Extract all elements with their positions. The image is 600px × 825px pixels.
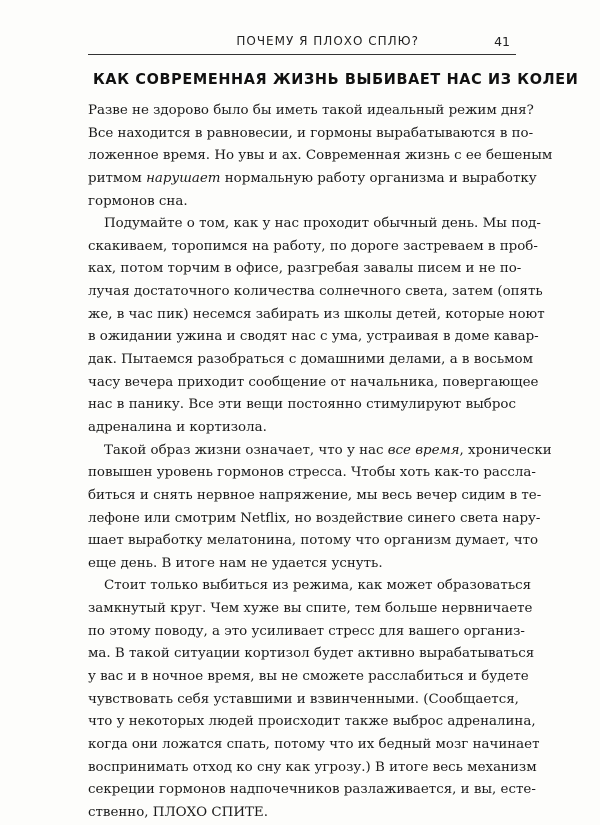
- text-line: адреналина и кортизола.: [88, 419, 267, 435]
- text-line: ложенное время. Но увы и ах. Современная жизнь с ее бешеным: [88, 148, 553, 164]
- text-line: Подумайте о том, как у нас проходит обычный день. Мы под-: [104, 216, 541, 232]
- section-heading: КАК СОВРЕМЕННАЯ ЖИЗНЬ ВЫБИВАЕТ НАС ИЗ КОЛЕИ: [93, 70, 579, 88]
- text-line: же, в час пик) несемся забирать из школы детей, которые ноют: [88, 306, 545, 322]
- running-title: ПОЧЕМУ Я ПЛОХО СПЛЮ?: [236, 34, 419, 48]
- text-line: Разве не здорово было бы иметь такой идеальный режим дня?: [88, 103, 534, 118]
- text-line: по этому поводу, а это усиливает стресс для вашего организ-: [88, 623, 525, 639]
- body-text: [88, 100, 553, 825]
- text-line: скакиваем, торопимся на работу, по дороге застреваем в проб-: [88, 238, 538, 254]
- text-run: , хронически: [459, 442, 552, 458]
- text-line: воспринимать отход ко сну как угрозу.) В итоге весь механизм: [88, 759, 537, 775]
- running-header: [88, 32, 516, 55]
- text-line: лефоне или смотрим Netflix, но воздействие синего света нару-: [88, 510, 541, 526]
- text-line: ственно, ПЛОХО СПИТЕ.: [88, 804, 268, 820]
- text-line: чувствовать себя уставшими и взвинченными. (Сообщается,: [88, 691, 519, 707]
- text-line: дак. Пытаемся разобраться с домашними делами, а в восьмом: [88, 352, 534, 368]
- text-line: повышен уровень гормонов стресса. Чтобы хоть как-то рассла-: [88, 465, 536, 481]
- text-line: биться и снять нервное напряжение, мы весь вечер сидим в те-: [88, 487, 542, 503]
- text-line: в ожидании ужина и сводят нас с ума, устраивая в доме кавар-: [88, 329, 539, 345]
- emphasis-run: нарушает: [146, 170, 221, 186]
- text-line: [88, 168, 537, 191]
- text-line: когда они ложатся спать, потому что их бедный мозг начинает: [88, 736, 540, 752]
- emphasis-run: все время: [387, 442, 460, 458]
- text-line: ма. В такой ситуации кортизол будет активно вырабатываться: [88, 646, 535, 662]
- text-run: Такой образ жизни означает, что у нас: [104, 442, 388, 458]
- text-line: у вас и в ночное время, вы не сможете расслабиться и будете: [88, 669, 529, 685]
- text-line: Стоит только выбиться из режима, как может образоваться: [104, 578, 532, 594]
- text-line: [88, 440, 552, 463]
- text-line: лучая достаточного количества солнечного света, затем (опять: [88, 284, 543, 300]
- text-line: нас в панику. Все эти вещи постоянно стимулируют выброс: [88, 397, 516, 413]
- text-line: шает выработку мелатонина, потому что организм думает, что: [88, 533, 539, 549]
- text-line: гормонов сна.: [88, 193, 188, 209]
- text-run: ритмом: [88, 170, 147, 186]
- text-line: замкнутый круг. Чем хуже вы спите, тем больше нервничаете: [88, 601, 533, 617]
- text-line: что у некоторых людей происходит также выброс адреналина,: [88, 714, 536, 730]
- text-line: часу вечера приходит сообщение от начальника, повергающее: [88, 374, 539, 390]
- page-number: 41: [494, 34, 510, 49]
- text-run: нормальную работу организма и выработку: [220, 170, 537, 186]
- text-line: ках, потом торчим в офисе, разгребая завалы писем и не по-: [88, 261, 522, 277]
- text-line: еще день. В итоге нам не удается уснуть.: [88, 555, 383, 571]
- text-line: секреции гормонов надпочечников разлаживается, и вы, есте-: [88, 782, 536, 798]
- text-line: Все находится в равновесии, и гормоны вырабатываются в по-: [88, 125, 534, 141]
